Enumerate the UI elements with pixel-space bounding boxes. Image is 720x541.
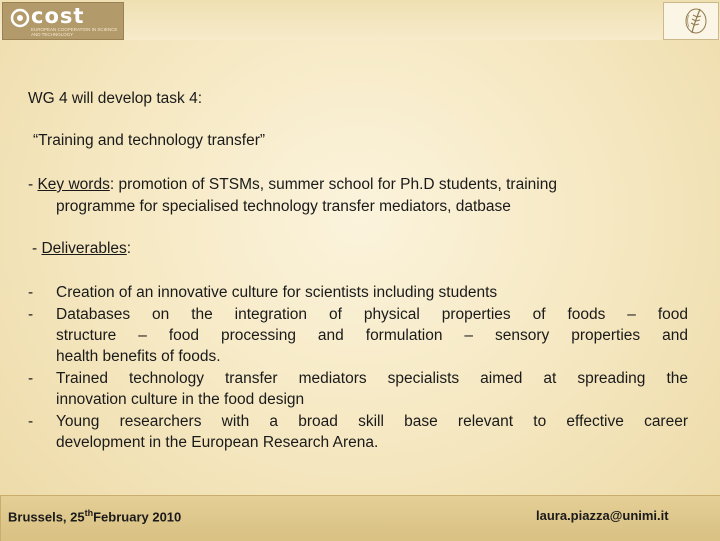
bullet-dash: - xyxy=(28,370,34,387)
keywords-prefix: - xyxy=(28,176,38,193)
footer-date-sup: th xyxy=(84,508,94,518)
bullet-dash: - xyxy=(28,306,34,323)
bullet-4-line-1: Young researchers with a broad skill base relevant to effective career xyxy=(56,413,688,430)
keywords-line-1 xyxy=(28,174,557,195)
bullet-1-line-1: Creation of an innovative culture for scientists including students xyxy=(56,284,498,301)
bullet-4-line-2: development in the European Research Arena. xyxy=(56,434,379,451)
logo-word: cost xyxy=(31,4,85,28)
bullet-2-line-3: health benefits of foods. xyxy=(56,348,221,365)
deliverables-heading xyxy=(32,238,131,259)
bullet-3-line-1: Trained technology transfer mediators specialists aimed at spreading the xyxy=(56,370,688,387)
deliverables-prefix: - xyxy=(32,240,42,257)
footer-date-pre: Brussels, 25 xyxy=(8,509,85,525)
slide-heading: WG 4 will develop task 4: xyxy=(28,90,203,107)
footer-bar xyxy=(0,495,720,541)
bullet-2-line-1: Databases on the integration of physical properties of foods – food xyxy=(56,306,688,323)
deliverables-suffix: : xyxy=(126,240,132,257)
keywords-line-2: programme for specialised technology transfer mediators, datbase xyxy=(56,198,511,215)
bullet-2-line-2: structure – food processing and formulation – sensory properties and xyxy=(56,327,688,344)
deliverables-label: Deliverables xyxy=(41,240,127,257)
task-title: “Training and technology transfer” xyxy=(33,132,266,149)
footer-date-post: February 2010 xyxy=(93,509,182,525)
footer-divider xyxy=(0,496,1,541)
bullet-3-line-2: innovation culture in the food design xyxy=(56,391,305,408)
footer-email: laura.piazza@unimi.it xyxy=(536,508,669,523)
bullet-dash: - xyxy=(28,413,34,430)
keywords-label: Key words xyxy=(37,176,110,193)
bullet-dash: - xyxy=(28,284,34,301)
footer-location-date xyxy=(8,508,181,524)
keywords-text-1: : promotion of STSMs, summer school for Ph.D students, training xyxy=(109,176,557,193)
logo-tagline: EUROPEAN COOPERATION IN SCIENCE AND TECHNOLOGY xyxy=(31,27,118,37)
